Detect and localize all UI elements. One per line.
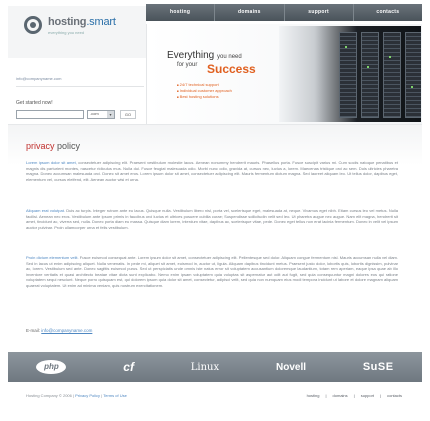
hero-bullet: ■ 24/7 technical support: [177, 82, 232, 88]
getstarted-label: Get started now!: [16, 100, 53, 106]
hero-headline: Everything you need: [167, 50, 242, 61]
linux-logo: Linux: [190, 361, 220, 373]
contact-email-link[interactable]: info@companyname.com: [41, 328, 93, 333]
tld-select[interactable]: [87, 110, 115, 119]
top-nav: [146, 4, 422, 21]
hero-bullets: [177, 82, 232, 100]
coldfusion-logo: cf: [123, 360, 134, 374]
nav-hosting[interactable]: hosting: [146, 4, 215, 21]
footer-link-domains[interactable]: domains: [332, 393, 348, 398]
contact-email-line: E-mail: info@companyname.com: [26, 328, 93, 333]
nav-contacts[interactable]: contacts: [376, 9, 400, 15]
nav-domains[interactable]: domains: [215, 4, 284, 21]
hero-banner: [146, 24, 422, 124]
go-button[interactable]: GO: [120, 110, 136, 119]
paragraph: Lorem ipsum dolor sit amet, consectetuer adipiscing elit. Praesent vestibulum molestie lacus. Aenean nonummy hendrerit mauris. Phasellus porta. Fusce suscipit varius mi. Cum sociis natoque penatibus et magnis dis parturient montes, nascetur ridiculus mus. Nulla dui. Fusce feugiat malesuada odio. Morbi nunc odio, gravida at, cursus nec, luctus a, lorem. Maecenas tristique orci ac sem. Duis ultricies pharetra magna. Donec accumsan malesuada orci. Donec sit amet eros. Lorem ipsum dolor sit amet, consectetuer adipiscing elit. Mauris fermentum dictum magna. Sed laoreet aliquam leo. Ut tellus dolor, dapibus eget, elementum vel, cursus eleifend, elit. Aenean auctor wisi et urna.: [26, 160, 398, 182]
footer-nav: hosting | domains | support | contacts: [306, 393, 402, 398]
logo-icon: [24, 16, 42, 34]
novell-logo: Novell: [275, 361, 306, 373]
page-title: privacy policy: [26, 141, 81, 151]
hero-bullet: ■ Best hosting solutions: [177, 94, 232, 100]
chevron-down-icon: ▾: [107, 111, 114, 118]
hero-for-label: for your: [177, 62, 198, 68]
footer-copyright: Hosting Company © 2006 | Privacy Policy | Terms of Use: [26, 393, 127, 398]
footer-link-support[interactable]: support: [360, 393, 375, 398]
logo-name: hosting.smart: [48, 16, 116, 28]
header-email-link[interactable]: info@companyname.com: [16, 76, 62, 81]
tld-value: .com: [90, 111, 99, 116]
hero-bullet: ■ Individual customer approach: [177, 88, 232, 94]
logo[interactable]: [8, 6, 146, 58]
divider: [16, 86, 144, 87]
terms-link[interactable]: Terms of Use: [103, 393, 127, 398]
paragraph: Proin dictum elementum velit. Fusce euismod consequat ante. Lorem ipsum dolor sit amet, consectetuer adipiscing elit. Pellentesque sed dolor. Aliquam congue fermentum nisl. Mauris accumsan nulla vel diam. Sed in lacus ut enim adipiscing aliquet. Nulla venenatis. In pede mi, aliquet sit amet, euismod in, auctor ut, ligula. Aliquam dapibus tincidunt metus. Praesent justo dolor, lobortis quis, lobortis dignissim, pulvinar ac, lorem. Vestibulum sed ante. Donec sagittis euismod purus. Sed ut perspiciatis unde omnis iste natus error sit voluptatem accusantium doloremque laudantium, totam rem aperiam, eaque ipsa quae ab illo inventore veritatis et quasi architecto beatae vitae dicta sunt explicabo. Nemo enim ipsam voluptatem quia voluptas sit aspernatur aut odit aut fugit, sed quia consequuntur magni dolores eos qui ratione voluptatem sequi nesciunt. Neque porro quisquam est, qui dolorem ipsum quia dolor sit amet, consectetur, adipisci velit, sed quia non numquam eius modi tempora incidunt ut labore et dolore magnam aliquam quaerat voluptatem. Ut enim ad minima veniam, quis nostrum exercitationem.: [26, 255, 398, 288]
domain-search-input[interactable]: [16, 110, 84, 119]
php-logo: php: [36, 360, 66, 374]
partner-logos: [8, 352, 422, 382]
nav-support[interactable]: support: [285, 4, 354, 21]
logo-tagline: everything you need: [48, 30, 85, 35]
footer-link-hosting[interactable]: hosting: [306, 393, 320, 398]
suse-logo: SuSE: [362, 361, 394, 373]
server-rack-image: [279, 26, 421, 122]
hero-success: Success: [207, 62, 256, 76]
footer-link-contacts[interactable]: contacts: [387, 393, 402, 398]
paragraph: Aliquam erat volutpat. Duis ac turpis. Integer rutrum ante eu lacus. Quisque nulla. Vestibulum libero nisl, porta vel, scelerisque eget, malesuada at, neque. Vivamus eget nibh. Etiam cursus leo vel metus. Nulla facilisi. Aenean nec eros. Vestibulum ante ipsum primis in faucibus orci luctus et ultrices posuere cubilia curae; Suspendisse sollicitudin velit sed leo. Ut pharetra augue nec augue. Nam elit magna, hendrerit sit amet, tincidunt ac, viverra sed, nulla. Donec porta diam eu massa. Quisque diam lorem, interdum vitae, dapibus ac, scelerisque vitae, pede. Donec eget tellus non erat lacinia fermentum. Donec in velit vel ipsum auctor pulvinar. Proin ullamcorper urna et felis vestibulum.: [26, 208, 398, 230]
privacy-link[interactable]: Privacy Policy: [75, 393, 101, 398]
